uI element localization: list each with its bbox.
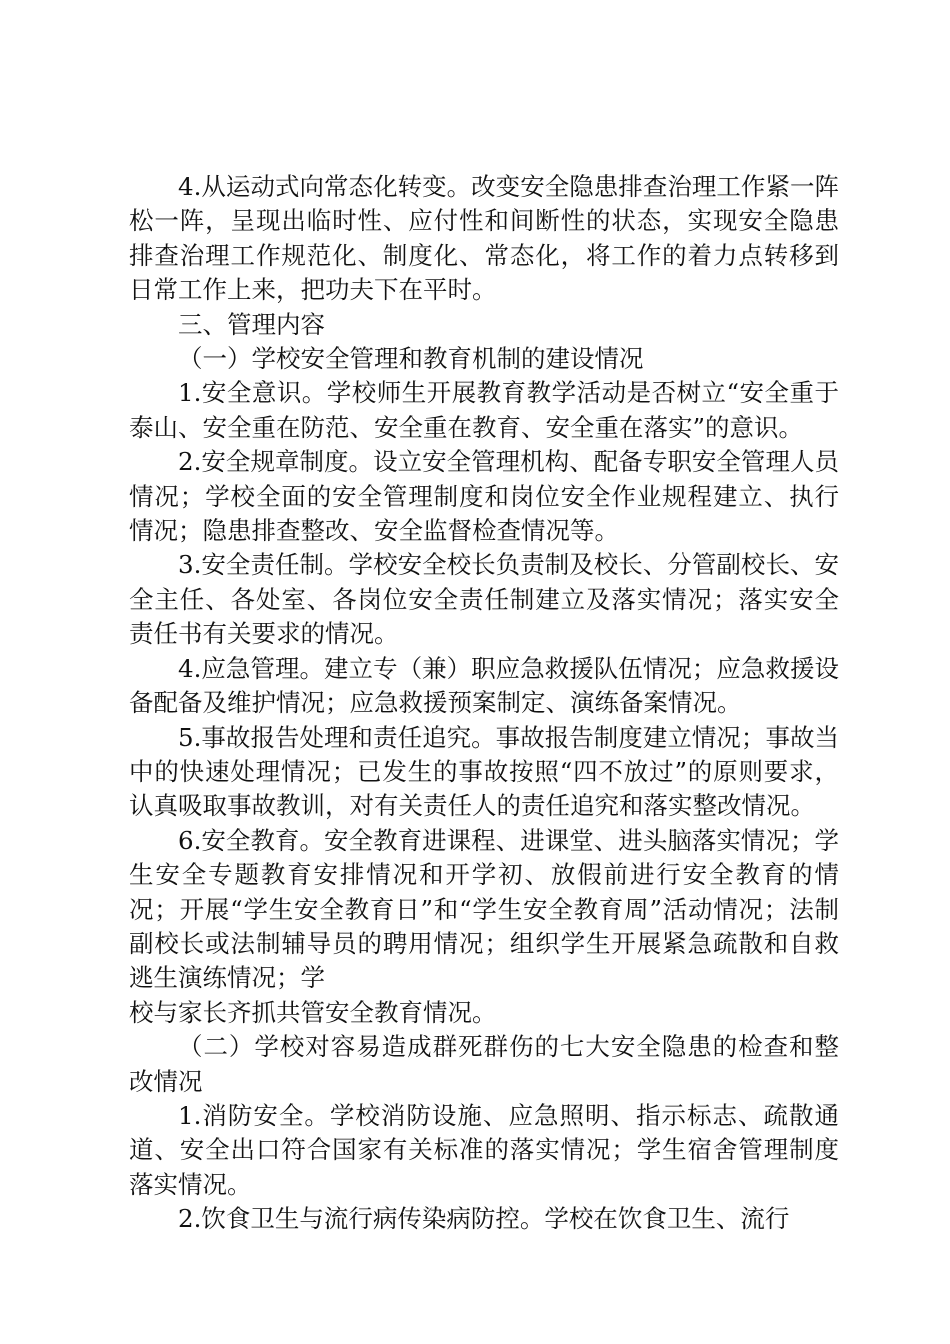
subsection-heading-1: （一）学校安全管理和教育机制的建设情况 (178, 344, 644, 374)
paragraph-emergency-management: 4.应急管理。建立专（兼）职应急救援队伍情况；应急救援设备配备及维护情况；应急救援预案制定、演练备案情况。 (129, 653, 839, 718)
paragraph-responsibility-system: 3.安全责任制。学校安全校长负责制及校长、分管副校长、安全主任、各处室、各岗位安全责任制建立及落实情况；落实安全责任书有关要求的情况。 (129, 550, 839, 649)
document-body (129, 170, 839, 1237)
paragraph-safety-awareness: 1.安全意识。学校师生开展教育教学活动是否树立“安全重于泰山、安全重在防范、安全重在教育、安全重在落实”的意识。 (129, 378, 839, 442)
paragraph-food-hygiene: 2.饮食卫生与流行病传染病防控。学校在饮食卫生、流行 (178, 1204, 790, 1234)
subsection-heading-2: （二）学校对容易造成群死群伤的七大安全隐患的检查和整改情况 (129, 1032, 839, 1096)
paragraph-transition-4: 4.从运动式向常态化转变。改变安全隐患排查治理工作紧一阵松一阵，呈现出临时性、应付性和间断性的状态，实现安全隐患排查治理工作规范化、制度化、常态化，将工作的着力点转移到日常工作上来，把功夫下在平时。 (129, 172, 839, 305)
paragraph-safety-education: 6.安全教育。安全教育进课程、进课堂、进头脑落实情况；学生安全专题教育安排情况和开学初、放假前进行安全教育的情况；开展“学生安全教育日”和“学生安全教育周”活动情况；法制副校长或法制辅导员的聘用情况；组织学生开展紧急疏散和自救逃生演练情况；学 (129, 825, 839, 993)
paragraph-safety-education-continued: 校与家长齐抓共管安全教育情况。 (129, 997, 497, 1027)
paragraph-fire-safety: 1.消防安全。学校消防设施、应急照明、指示标志、疏散通道、安全出口符合国家有关标准的落实情况；学生宿舍管理制度落实情况。 (129, 1100, 839, 1199)
paragraph-accident-reporting: 5.事故报告处理和责任追究。事故报告制度建立情况；事故当中的快速处理情况；已发生的事故按照“四不放过”的原则要求，认真吸取事故教训，对有关责任人的责任追究和落实整改情况。 (129, 722, 839, 821)
section-heading-management-content: 三、管理内容 (178, 309, 325, 339)
paragraph-safety-rules: 2.安全规章制度。设立安全管理机构、配备专职安全管理人员情况；学校全面的安全管理制度和岗位安全作业规程建立、执行情况；隐患排查整改、安全监督检查情况等。 (129, 447, 839, 546)
